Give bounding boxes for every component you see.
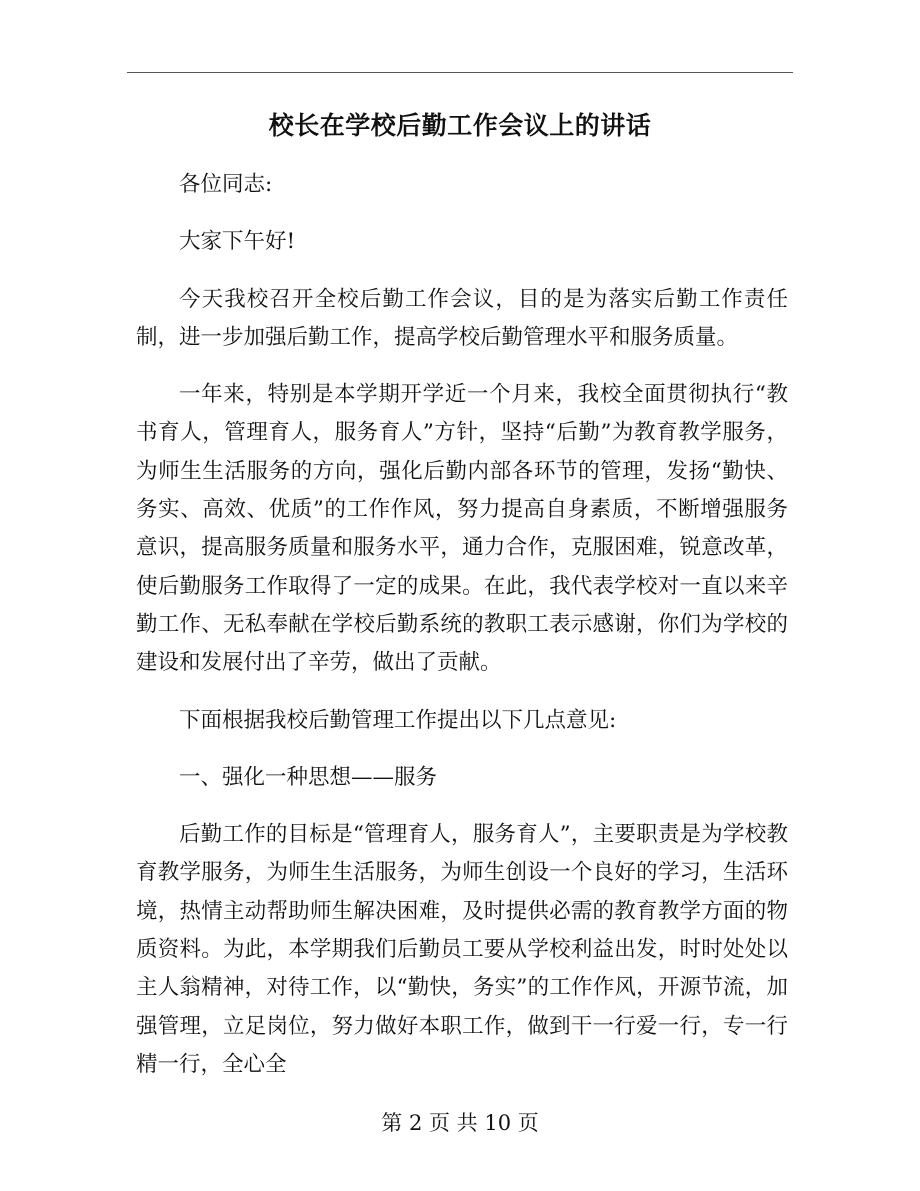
page-number-footer: 第 2 页 共 10 页 — [381, 1111, 539, 1135]
paragraph-review: 一年来，特别是本学期开学近一个月来，我校全面贯彻执行“教书育人，管理育人，服务育人”方针，坚持“后勤”为教育教学服务，为师生生活服务的方向，强化后勤内部各环节的管理，发扬“勤快、务实、高效、优质”的工作作风，努力提高自身素质，不断增强服务意识，提高服务质量和服务水平，通力合作，克服困难，锐意改革，使后勤服务工作取得了一定的成果。在此，我代表学校对一直以来辛勤工作、无私奉献在学校后勤系统的教职工表示感谢，你们为学校的建设和发展付出了辛劳，做出了贡献。 — [136, 382, 788, 676]
header-rule — [127, 72, 793, 73]
paragraph-service: 后勤工作的目标是“管理育人，服务育人”，主要职责是为学校教育教学服务，为师生生活服务，为师生创设一个良好的学习，生活环境，热情主动帮助师生解决困难，及时提供必需的教育教学方面的物质资料。为此，本学期我们后勤员工要从学校利益出发，时时处处以主人翁精神，对待工作，以“勤快，务实”的工作作风，开源节流，加强管理，立足岗位，努力做好本职工作，做到干一行爱一行，专一行精一行，全心全 — [136, 822, 788, 1077]
greeting: 大家下午好! — [179, 229, 296, 255]
paragraph-transition: 下面根据我校后勤管理工作提出以下几点意见: — [179, 707, 617, 733]
document-title: 校长在学校后勤工作会议上的讲话 — [268, 111, 652, 140]
paragraph-intro: 今天我校召开全校后勤工作会议，目的是为落实后勤工作责任制，进一步加强后勤工作，提高学校后勤管理水平和服务质量。 — [136, 286, 788, 350]
document-body — [136, 166, 788, 1103]
section-heading: 一、强化一种思想——服务 — [179, 764, 438, 790]
salutation: 各位同志: — [179, 172, 273, 197]
